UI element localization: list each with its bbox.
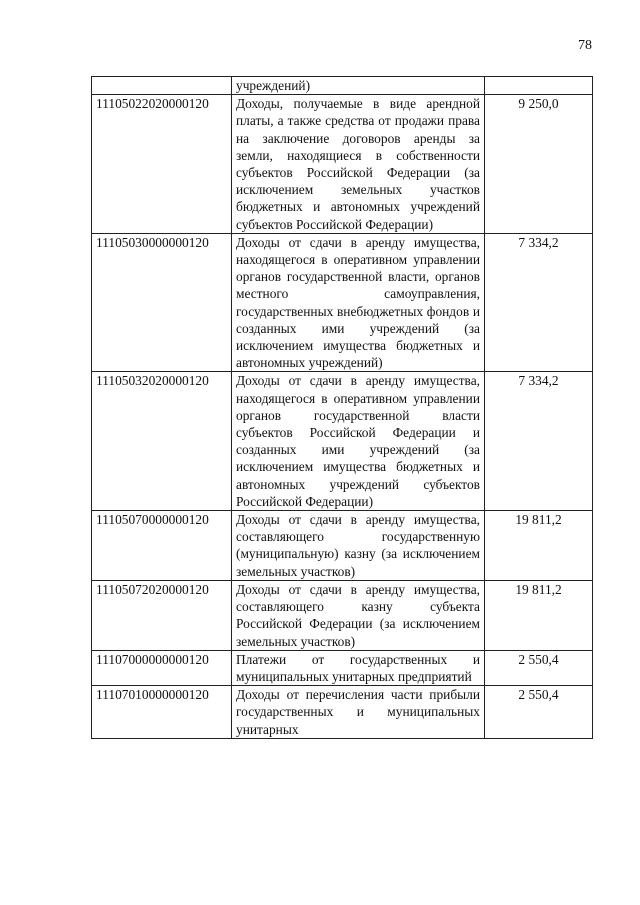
table-row bbox=[92, 511, 593, 581]
revenue-table bbox=[91, 76, 593, 739]
table-row bbox=[92, 580, 593, 650]
revenue-amount: 19 811,2 bbox=[485, 580, 593, 650]
table-row bbox=[92, 77, 593, 95]
revenue-amount: 19 811,2 bbox=[485, 511, 593, 581]
revenue-amount bbox=[485, 77, 593, 95]
page-number: 78 bbox=[578, 38, 592, 53]
table-row bbox=[92, 686, 593, 739]
revenue-name: Платежи от государственных и муниципальных унитарных предприятий bbox=[232, 650, 485, 685]
revenue-amount: 7 334,2 bbox=[485, 372, 593, 511]
table-row bbox=[92, 372, 593, 511]
revenue-name: Доходы от сдачи в аренду имущества, находящегося в оперативном управлении органов государственной власти субъектов Российской Федерации и созданных ими учреждений (за исключением имущества бюджетных и автономных учреждений субъектов Российской Федерации) bbox=[232, 372, 485, 511]
budget-code bbox=[92, 77, 232, 95]
revenue-amount: 9 250,0 bbox=[485, 95, 593, 234]
budget-code: 11105030000000120 bbox=[92, 233, 232, 372]
revenue-name: Доходы, получаемые в виде арендной платы, а также средства от продажи права на заключение договоров аренды за земли, находящиеся в собственности субъектов Российской Федерации (за исключением земельных участков бюджетных и автономных учреждений субъектов Российской Федерации) bbox=[232, 95, 485, 234]
revenue-amount: 2 550,4 bbox=[485, 686, 593, 739]
budget-code: 11105032020000120 bbox=[92, 372, 232, 511]
revenue-name: Доходы от сдачи в аренду имущества, находящегося в оперативном управлении органов государственной власти, органов местного самоуправления, государственных внебюджетных фондов и созданных ими учреждений (за исключением имущества бюджетных и автономных учреждений) bbox=[232, 233, 485, 372]
table-row bbox=[92, 650, 593, 685]
budget-code: 11105072020000120 bbox=[92, 580, 232, 650]
revenue-name: Доходы от сдачи в аренду имущества, составляющего государственную (муниципальную) казну (за исключением земельных участков) bbox=[232, 511, 485, 581]
budget-code: 11105070000000120 bbox=[92, 511, 232, 581]
revenue-name: учреждений) bbox=[232, 77, 485, 95]
table-row bbox=[92, 95, 593, 234]
table-row bbox=[92, 233, 593, 372]
budget-code: 11107010000000120 bbox=[92, 686, 232, 739]
revenue-amount: 2 550,4 bbox=[485, 650, 593, 685]
revenue-name: Доходы от сдачи в аренду имущества, составляющего казну субъекта Российской Федерации (за исключением земельных участков) bbox=[232, 580, 485, 650]
revenue-amount: 7 334,2 bbox=[485, 233, 593, 372]
budget-code: 11107000000000120 bbox=[92, 650, 232, 685]
budget-code: 11105022020000120 bbox=[92, 95, 232, 234]
revenue-name: Доходы от перечисления части прибыли государственных и муниципальных унитарных bbox=[232, 686, 485, 739]
